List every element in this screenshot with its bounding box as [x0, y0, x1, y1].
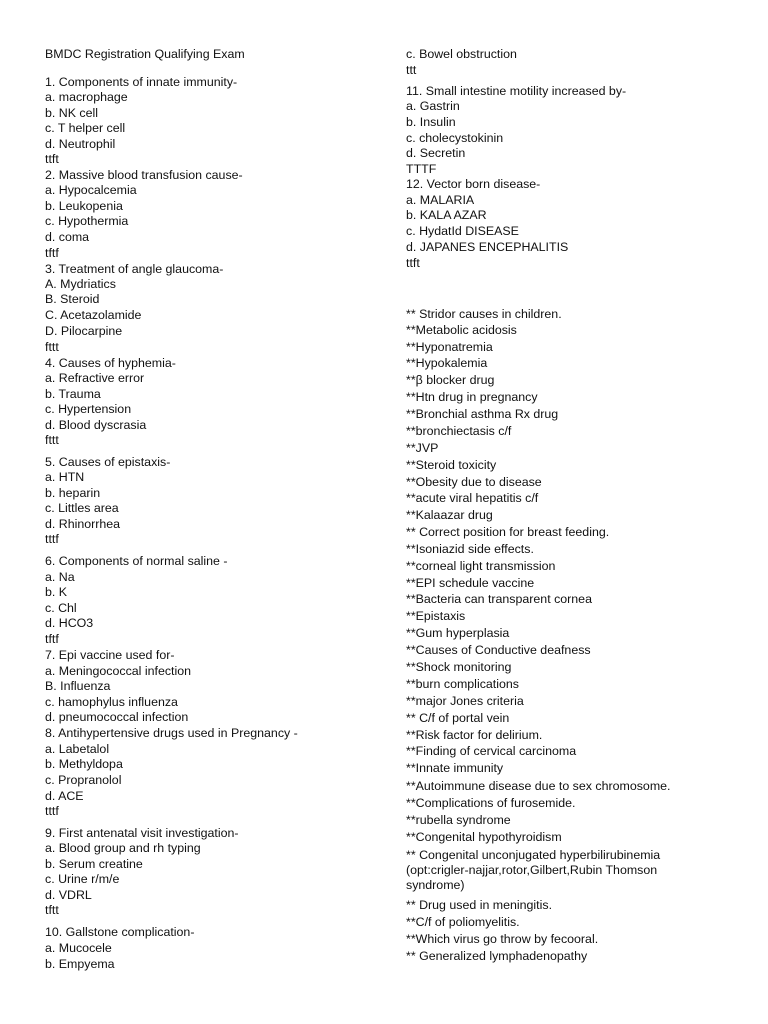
option-line: d. coma [45, 230, 90, 244]
answer-key-line: ttt [406, 63, 417, 77]
topic-item: **Which virus go throw by fecooral. [406, 932, 599, 946]
option-line: a. Mucocele [45, 941, 112, 955]
option-line: a. Refractive error [45, 371, 145, 385]
option-line: d. Secretin [406, 146, 466, 160]
topic-item: **Gum hyperplasia [406, 626, 510, 640]
option-line: A. Mydriatics [45, 277, 116, 291]
topic-item: ** Stridor causes in children. [406, 307, 562, 321]
answer-key-line: ttft [45, 152, 59, 166]
question-line: 10. Gallstone complication- [45, 925, 195, 939]
answer-key-line: fttt [45, 433, 59, 447]
option-line: d. HCO3 [45, 616, 94, 630]
option-line: c. Hypertension [45, 402, 132, 416]
option-line: d. Neutrophil [45, 137, 116, 151]
option-line: b. Serum creatine [45, 857, 143, 871]
topic-item: **JVP [406, 441, 439, 455]
option-line: d. ACE [45, 789, 84, 803]
answer-key-line: tftf [45, 246, 59, 260]
topic-item: **major Jones criteria [406, 694, 524, 708]
option-line: d. Blood dyscrasia [45, 418, 147, 432]
topic-item: **Steroid toxicity [406, 458, 497, 472]
topic-item: **Autoimmune disease due to sex chromosome. [406, 779, 671, 793]
option-line: d. JAPANES ENCEPHALITIS [406, 240, 569, 254]
option-line: c. Propranolol [45, 773, 122, 787]
option-line: b. NK cell [45, 106, 99, 120]
topic-item: ** Generalized lymphadenopathy [406, 949, 588, 963]
question-line: 1. Components of innate immunity- [45, 75, 238, 89]
question-line: 12. Vector born disease- [406, 177, 541, 191]
question-line: 6. Components of normal saline - [45, 554, 228, 568]
option-line: a. Meningococcal infection [45, 664, 192, 678]
answer-key-line: tftf [45, 632, 59, 646]
option-line: c. T helper cell [45, 121, 126, 135]
topic-item: **Epistaxis [406, 609, 466, 623]
option-line: c. Hypothermia [45, 214, 129, 228]
answer-key-line: fttt [45, 340, 59, 354]
option-line: d. Rhinorrhea [45, 517, 121, 531]
option-line: b. Methyldopa [45, 757, 123, 771]
topic-item: **Bronchial asthma Rx drug [406, 407, 559, 421]
answer-key-line: ttft [406, 256, 420, 270]
option-line: d. VDRL [45, 888, 92, 902]
question-line: 8. Antihypertensive drugs used in Pregnancy - [45, 726, 298, 740]
topic-item: **rubella syndrome [406, 813, 511, 827]
topic-item: **Metabolic acidosis [406, 323, 517, 337]
option-line: B. Steroid [45, 292, 100, 306]
option-line: b. Leukopenia [45, 199, 123, 213]
topic-item: **Finding of cervical carcinoma [406, 744, 577, 758]
topic-item: **Kalaazar drug [406, 508, 493, 522]
option-line: c. Littles area [45, 501, 119, 515]
answer-key-line: tttf [45, 532, 59, 546]
option-line: a. Gastrin [406, 99, 460, 113]
answer-key-line: tttf [45, 804, 59, 818]
answer-key-line: tftt [45, 903, 59, 917]
question-line: 9. First antenatal visit investigation- [45, 826, 239, 840]
option-line: c. Bowel obstruction [406, 47, 517, 61]
option-line: a. Hypocalcemia [45, 183, 137, 197]
topic-item: **Htn drug in pregnancy [406, 390, 538, 404]
option-line: b. K [45, 585, 68, 599]
topic-item: **Risk factor for delirium. [406, 728, 543, 742]
topic-item: ** Correct position for breast feeding. [406, 525, 610, 539]
topic-item: **Hypokalemia [406, 356, 488, 370]
option-line: a. MALARIA [406, 193, 475, 207]
option-line: b. Insulin [406, 115, 456, 129]
option-line: c. cholecystokinin [406, 131, 504, 145]
topic-item: **Obesity due to disease [406, 475, 542, 489]
option-line: a. Blood group and rh typing [45, 841, 201, 855]
topic-item: **Shock monitoring [406, 660, 512, 674]
topic-item: **Innate immunity [406, 761, 504, 775]
option-line: b. heparin [45, 486, 101, 500]
option-line: d. pneumococcal infection [45, 710, 189, 724]
document-title: BMDC Registration Qualifying Exam [45, 47, 245, 61]
topic-item: **Isoniazid side effects. [406, 542, 534, 556]
topic-item: **Bacteria can transparent cornea [406, 592, 592, 606]
topic-item: **corneal light transmission [406, 559, 556, 573]
option-line: b. Empyema [45, 957, 115, 971]
topic-item: **Complications of furosemide. [406, 796, 576, 810]
topic-item: **C/f of poliomyelitis. [406, 915, 520, 929]
option-line: c. Chl [45, 601, 77, 615]
topic-item: **Congenital hypothyroidism [406, 830, 562, 844]
option-line: c. hamophylus influenza [45, 695, 178, 709]
question-line: 7. Epi vaccine used for- [45, 648, 175, 662]
option-line: a. HTN [45, 470, 85, 484]
topic-item: **burn complications [406, 677, 519, 691]
topic-item: ** Congenital unconjugated hyperbilirubinemia (opt:crigler-najjar,rotor,Gilbert,Rubin Thomson syndrome) [406, 848, 661, 892]
option-line: C. Acetazolamide [45, 308, 142, 322]
question-line: 3. Treatment of angle glaucoma- [45, 262, 224, 276]
topic-item: **acute viral hepatitis c/f [406, 491, 539, 505]
question-line: 11. Small intestine motility increased by- [406, 84, 627, 98]
option-line: a. Na [45, 570, 75, 584]
option-line: a. macrophage [45, 90, 128, 104]
option-line: B. Influenza [45, 679, 111, 693]
question-line: 2. Massive blood transfusion cause- [45, 168, 243, 182]
answer-key-line: TTTF [406, 162, 437, 176]
option-line: a. Labetalol [45, 742, 110, 756]
question-line: 5. Causes of epistaxis- [45, 455, 171, 469]
question-line: 4. Causes of hyphemia- [45, 356, 176, 370]
topic-item: **Causes of Conductive deafness [406, 643, 591, 657]
option-line: c. HydatId DISEASE [406, 224, 519, 238]
topic-item: **bronchiectasis c/f [406, 424, 512, 438]
topic-item: **EPI schedule vaccine [406, 576, 535, 590]
topic-item: ** C/f of portal vein [406, 711, 510, 725]
option-line: b. Trauma [45, 387, 101, 401]
option-line: b. KALA AZAR [406, 208, 487, 222]
topic-item: **Hyponatremia [406, 340, 493, 354]
topic-item: ** Drug used in meningitis. [406, 898, 553, 912]
option-line: c. Urine r/m/e [45, 872, 120, 886]
option-line: D. Pilocarpine [45, 324, 123, 338]
topic-item: **β blocker drug [406, 373, 495, 387]
